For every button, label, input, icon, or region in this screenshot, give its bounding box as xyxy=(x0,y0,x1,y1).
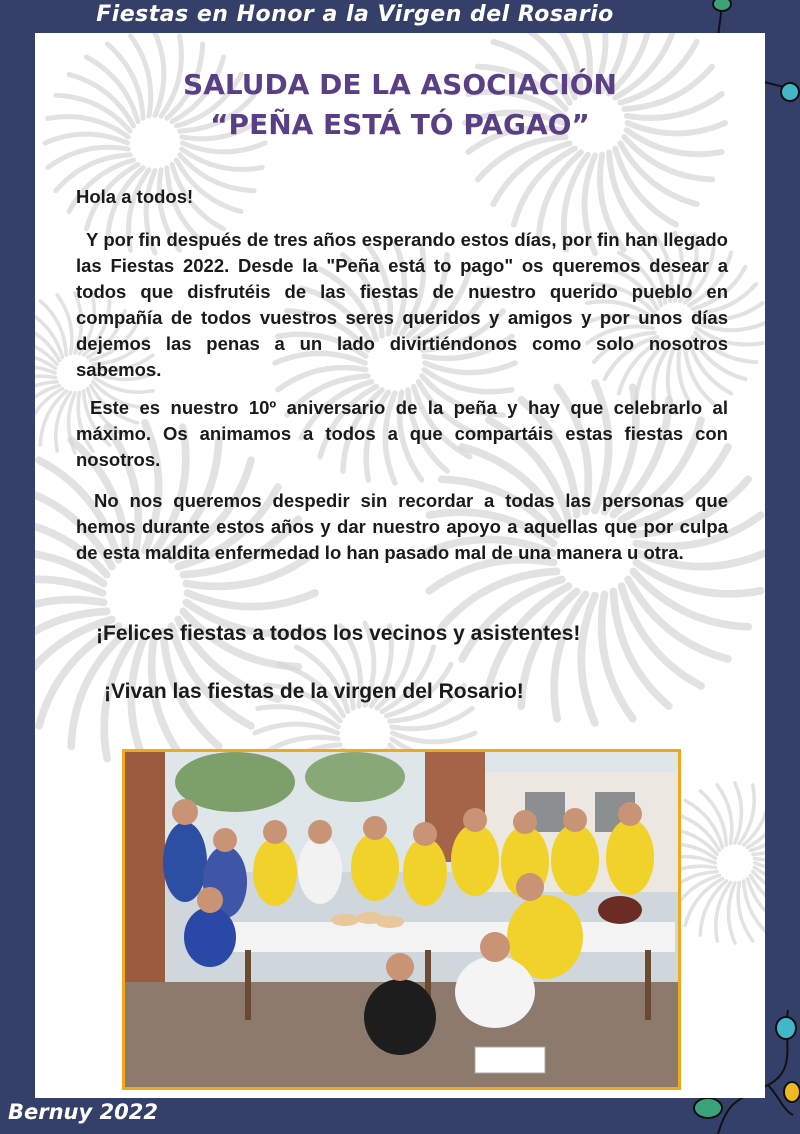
article-title-line-2: “PEÑA ESTÁ TÓ PAGAO” xyxy=(210,108,590,141)
paragraph-1: Y por fin después de tres años esperando estos días, por fin han llegado las Fiestas 2022. Desde la "Peña está to pago" os queremos desear a todos que disfrutéis de las fiestas de nuestro querido pueblo en compañía de todos vuestros seres queridos y amigos y por unos días dejemos las penas a un lado divirtiéndonos como solo nosotros sabemos. xyxy=(76,229,728,380)
group-photo-illustration xyxy=(125,752,678,1087)
group-photo xyxy=(122,749,681,1090)
article-title xyxy=(35,65,765,145)
footer-credit: Bernuy 2022 xyxy=(8,1100,158,1124)
page-panel xyxy=(35,33,765,1098)
greeting: Hola a todos! xyxy=(76,186,194,207)
header-title: Fiestas en Honor a la Virgen del Rosario xyxy=(96,2,614,27)
article-title-line-1: SALUDA DE LA ASOCIACIÓN xyxy=(183,68,617,101)
paragraph-2: Este es nuestro 10º aniversario de la peña y hay que celebrarlo al máximo. Os animamos a todos a que compartáis estas fiestas con nosotros. xyxy=(76,397,728,470)
closing-line-2: ¡Vivan las fiestas de la virgen del Rosario! xyxy=(104,680,524,703)
closing-line-1: ¡Felices fiestas a todos los vecinos y asistentes! xyxy=(96,622,581,645)
paragraph-3: No nos queremos despedir sin recordar a todas las personas que hemos durante estos años y dar nuestro apoyo a aquellas que por culpa de esta maldita enfermedad lo han pasado mal de una manera u otra. xyxy=(76,490,728,563)
